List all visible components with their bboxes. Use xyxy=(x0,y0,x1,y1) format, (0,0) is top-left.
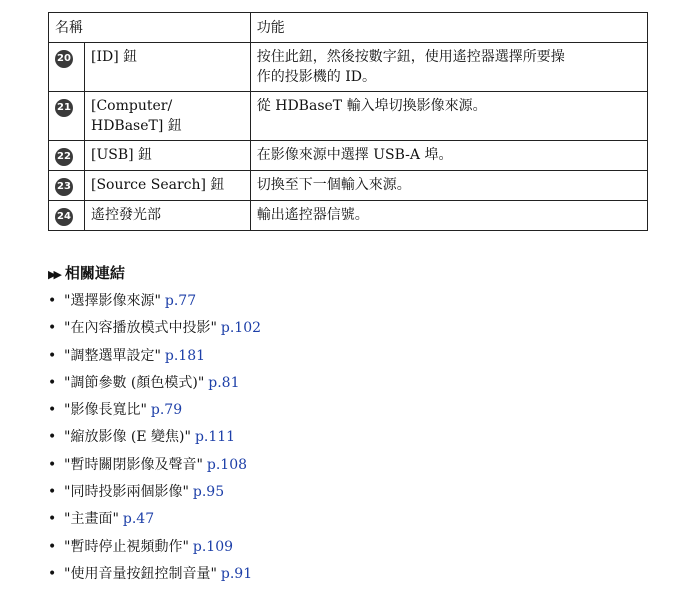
control-function: 切換至下一個輸入來源。 xyxy=(256,177,411,193)
bullet-icon: • xyxy=(48,347,57,364)
callout-number: 24 xyxy=(55,208,73,226)
page-link[interactable]: p.79 xyxy=(150,402,183,419)
bullet-icon: • xyxy=(48,402,57,419)
link-text[interactable]: "調節參數 (顏色模式)" xyxy=(64,374,205,391)
control-name: [ID] 鈕 xyxy=(90,49,138,65)
bullet-icon: • xyxy=(48,538,57,555)
table-header-row xyxy=(49,13,648,43)
page-link[interactable]: p.47 xyxy=(122,511,155,528)
bullet-icon: • xyxy=(48,320,57,337)
control-name: [Source Search] 鈕 xyxy=(90,177,225,193)
page-link[interactable]: p.111 xyxy=(194,429,236,446)
callout-number: 20 xyxy=(55,50,73,68)
table-row xyxy=(49,43,648,92)
list-item[interactable] xyxy=(48,563,261,590)
control-name: 遙控發光部 xyxy=(90,207,161,223)
page-link[interactable]: p.181 xyxy=(164,347,206,364)
link-text[interactable]: "同時投影兩個影像" xyxy=(64,484,189,501)
table-row xyxy=(49,141,648,171)
control-name: [Computer/ HDBaseT] 鈕 xyxy=(90,98,182,134)
page-link[interactable]: p.102 xyxy=(220,320,262,337)
list-item[interactable] xyxy=(48,508,261,535)
list-item[interactable] xyxy=(48,426,261,453)
link-text[interactable]: "縮放影像 (E 變焦)" xyxy=(64,429,191,446)
table-row xyxy=(49,201,648,231)
bullet-icon: • xyxy=(48,374,57,391)
control-function: 在影像來源中選擇 USB-A 埠。 xyxy=(256,147,453,163)
control-function: 輸出遙控器信號。 xyxy=(256,207,369,223)
callout-number: 21 xyxy=(55,99,73,117)
page-link[interactable]: p.81 xyxy=(208,374,240,391)
page-link[interactable]: p.108 xyxy=(206,456,248,473)
callout-number: 23 xyxy=(55,178,73,196)
page-link[interactable]: p.91 xyxy=(220,565,253,582)
link-text[interactable]: "使用音量按鈕控制音量" xyxy=(64,565,217,582)
related-links-list xyxy=(48,290,261,590)
list-item[interactable] xyxy=(48,345,261,372)
list-item[interactable] xyxy=(48,454,261,481)
bullet-icon: • xyxy=(48,456,57,473)
list-item[interactable] xyxy=(48,317,261,344)
bullet-icon: • xyxy=(48,293,57,309)
header-name: 名稱 xyxy=(49,13,251,43)
bullet-icon: • xyxy=(48,484,57,501)
link-text[interactable]: "暫時停止視頻動作" xyxy=(64,538,189,555)
list-item[interactable] xyxy=(48,372,261,399)
related-links-title: 相關連結 xyxy=(64,264,125,282)
table-row xyxy=(49,171,648,201)
bullet-icon: • xyxy=(48,565,57,582)
link-text[interactable]: "主畫面" xyxy=(64,511,119,528)
page-link[interactable]: p.95 xyxy=(192,484,225,501)
list-item[interactable] xyxy=(48,399,261,426)
link-text[interactable]: "影像長寬比" xyxy=(64,402,147,419)
link-text[interactable]: "調整選單設定" xyxy=(64,347,161,364)
page-link[interactable]: p.77 xyxy=(164,293,197,309)
link-text[interactable]: "選擇影像來源" xyxy=(64,293,161,309)
control-name: [USB] 鈕 xyxy=(90,147,153,163)
related-links-heading xyxy=(48,262,125,283)
list-item[interactable] xyxy=(48,536,261,563)
link-text[interactable]: "暫時關閉影像及聲音" xyxy=(64,456,203,473)
list-item[interactable] xyxy=(48,481,261,508)
control-function: 從 HDBaseT 輸入埠切換影像來源。 xyxy=(256,98,487,114)
page-link[interactable]: p.109 xyxy=(192,538,234,555)
callout-number: 22 xyxy=(55,148,73,166)
list-item[interactable] xyxy=(48,290,261,317)
control-function: 按住此鈕，然後按數字鈕，使用遙控器選擇所要操 作的投影機的 ID。 xyxy=(256,49,565,85)
function-table xyxy=(48,12,648,231)
bullet-icon: • xyxy=(48,511,57,528)
table-row xyxy=(49,92,648,141)
double-arrow-icon: ▶▶ xyxy=(48,268,59,281)
header-function: 功能 xyxy=(250,13,647,43)
bullet-icon: • xyxy=(48,429,57,446)
link-text[interactable]: "在內容播放模式中投影" xyxy=(64,320,217,337)
